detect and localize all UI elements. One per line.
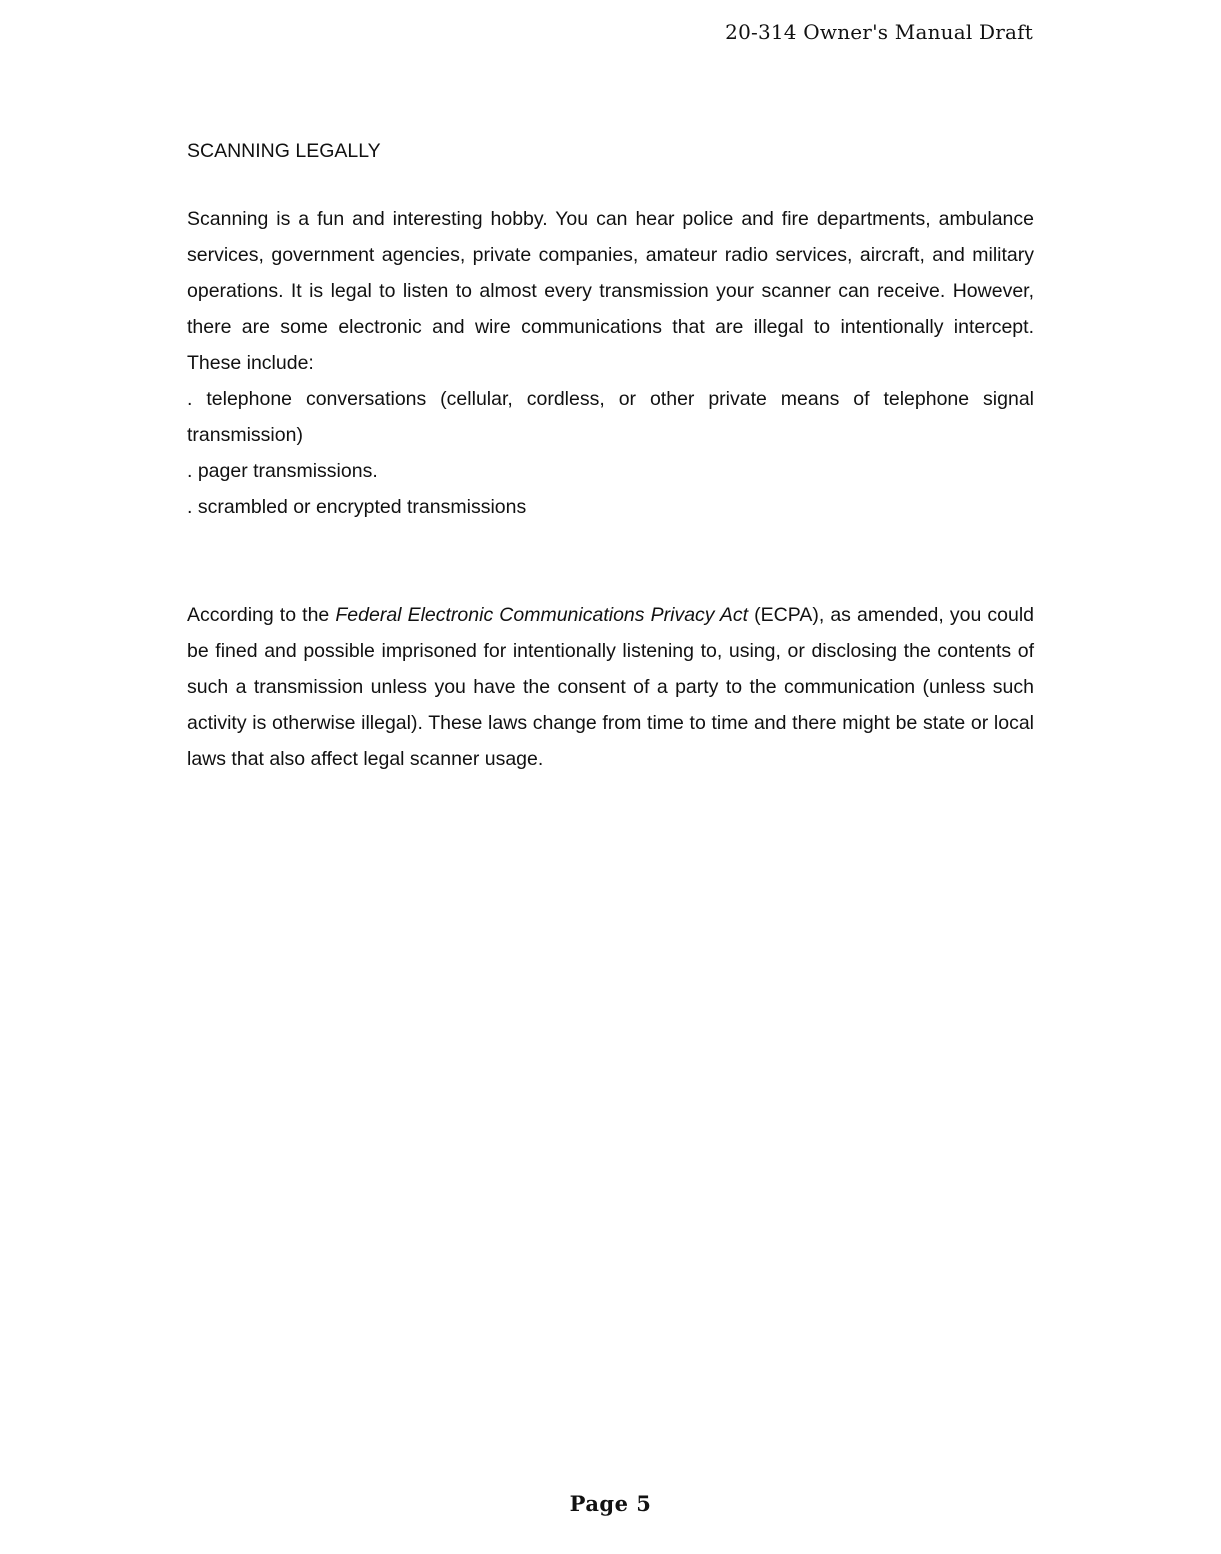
- ecpa-paragraph-body: (ECPA), as amended, you could be fined and possible imprisoned for intentionally listening to, using, or disclosing the contents of such a transmission unless you have the consent of a party to the communication (unless such activity is otherwise illegal). These laws change from time to time and there might be state or local laws that also affect legal scanner usage.: [187, 604, 1035, 770]
- ecpa-paragraph: [187, 597, 1034, 777]
- section-title: SCANNING LEGALLY: [187, 140, 381, 162]
- ecpa-act-name: Federal Electronic Communications Privacy Act: [335, 604, 749, 626]
- ecpa-paragraph-lead: According to the: [187, 604, 336, 626]
- page-number: Page 5: [569, 1491, 652, 1516]
- bullet-item-scrambled: . scrambled or encrypted transmissions: [187, 496, 527, 518]
- document-body: [187, 137, 1034, 777]
- bullet-item-pager: . pager transmissions.: [187, 460, 378, 482]
- running-header: 20-314 Owner's Manual Draft: [725, 20, 1033, 44]
- intro-paragraph: Scanning is a fun and interesting hobby. You can hear police and fire departments, ambulance services, government agencies, private companies, amateur radio services, aircraft, and military operations. It is legal to listen to almost every transmission your scanner can receive. However, there are some electronic and wire communications that are illegal to intentionally intercept. These include:: [187, 208, 1034, 374]
- bullet-item-telephone: . telephone conversations (cellular, cordless, or other private means of telephone signal transmission): [187, 388, 1034, 446]
